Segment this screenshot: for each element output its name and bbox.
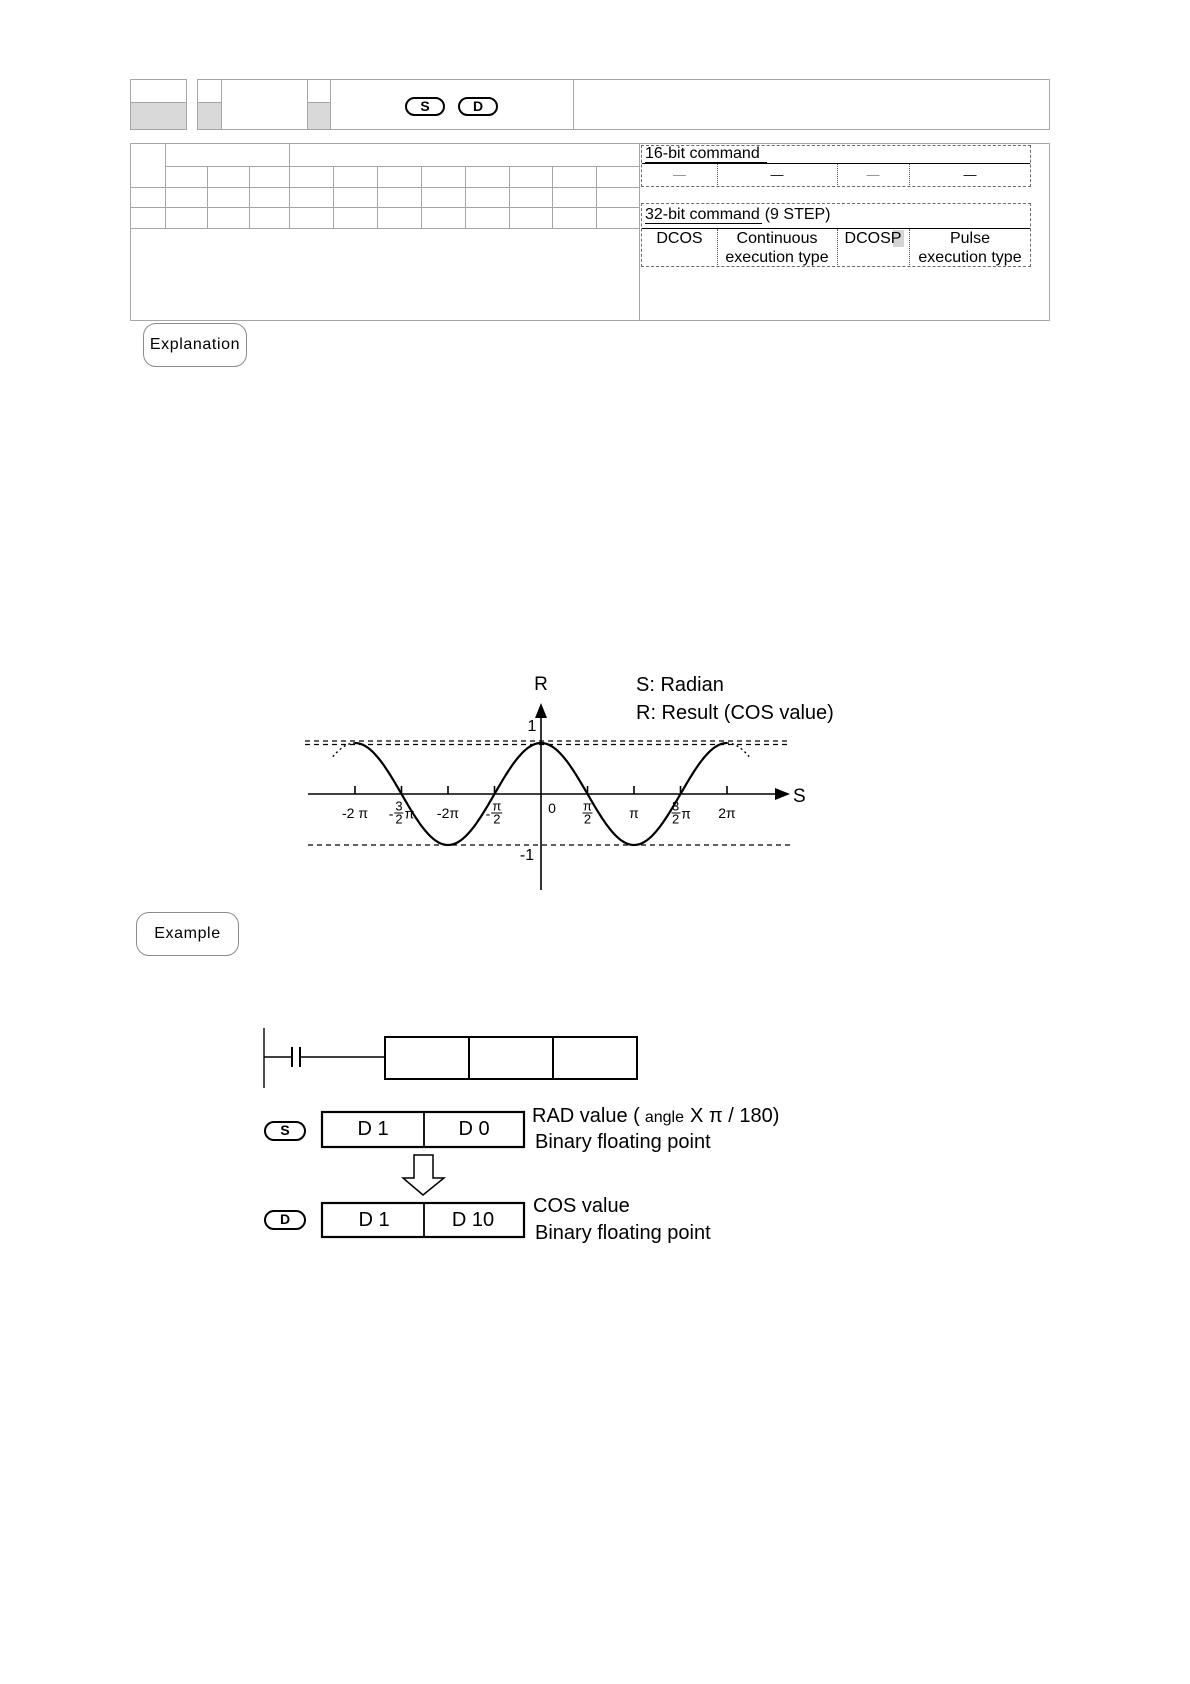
header-operands-cell xyxy=(330,79,574,130)
grid-line xyxy=(377,166,378,228)
table-divider xyxy=(639,143,640,320)
cmd32-cell-text: DCOS xyxy=(656,230,703,247)
grid-line xyxy=(289,143,290,228)
x-tick-label xyxy=(718,805,735,821)
source-description xyxy=(532,1104,779,1130)
x-tick-tail: π xyxy=(681,805,691,821)
x-tick-text: π xyxy=(629,805,639,821)
x-tick-label xyxy=(670,798,691,827)
x-tick-denominator: 2 xyxy=(583,811,592,827)
header-api-cell xyxy=(130,79,187,130)
x-tick-denominator: 2 xyxy=(395,811,403,827)
header-pulse-cell xyxy=(307,79,331,130)
cmd16-title xyxy=(645,145,767,163)
y-tick-label: 1 xyxy=(527,718,537,735)
cmd16-cell: — xyxy=(770,167,784,182)
legend-r: R: Result (COS value) xyxy=(636,702,834,724)
x-tick-fraction xyxy=(671,798,680,827)
destination-format: Binary floating point xyxy=(535,1222,711,1244)
legend-s: S: Radian xyxy=(636,674,724,696)
cmd32-cell-pulse-name xyxy=(837,229,909,248)
source-description-angle: angle xyxy=(644,1109,684,1126)
cmd32-cell-text: DCOSP xyxy=(844,230,902,247)
destination-register-low: D 10 xyxy=(451,1209,495,1231)
source-format: Binary floating point xyxy=(535,1131,711,1153)
x-tick-sign: - xyxy=(388,805,394,821)
cmd32-cell-pulse-type xyxy=(909,229,1031,267)
x-tick-label xyxy=(437,805,459,821)
grid-line xyxy=(165,166,639,167)
cmd16-cell: — xyxy=(866,167,880,182)
cmd32-cell-text: execution type xyxy=(918,249,1022,266)
source-register-high: D 1 xyxy=(357,1118,389,1140)
x-tick-denominator: 2 xyxy=(493,811,501,827)
cmd16-cell: — xyxy=(963,167,977,182)
x-tick-label xyxy=(485,798,504,827)
x-tick-fraction xyxy=(491,798,502,827)
x-tick-text: -2 π xyxy=(341,805,368,821)
operand-d-symbol: D xyxy=(458,97,498,116)
grid-line xyxy=(421,166,422,228)
x-tick-label xyxy=(342,805,368,821)
grid-line xyxy=(596,166,597,228)
x-tick-label xyxy=(388,798,415,827)
source-description-post: X π / 180) xyxy=(689,1105,780,1127)
cmd16-title-text: 16-bit command xyxy=(645,145,767,163)
x-tick-denominator: 2 xyxy=(672,811,680,827)
source-register-low: D 0 xyxy=(458,1118,490,1140)
ladder-operand-s-symbol: S xyxy=(264,1121,306,1141)
x-tick-text: -2π xyxy=(436,805,460,821)
x-tick-text: 2π xyxy=(718,805,736,821)
header-type-gray xyxy=(198,102,221,129)
example-tag: Example xyxy=(136,912,239,956)
cmd32-cell-text: Pulse xyxy=(949,230,991,247)
y-axis-arrow xyxy=(535,703,547,718)
x-tick-numerator: π xyxy=(492,798,502,814)
cmd32-cell-text: execution type xyxy=(725,249,829,266)
cmd16-box xyxy=(641,145,1031,187)
header-type-cell xyxy=(197,79,222,130)
cos-chart xyxy=(300,670,840,900)
header-api-gray xyxy=(131,102,186,129)
grid-line xyxy=(333,166,334,228)
x-axis-label: S xyxy=(793,786,806,807)
cmd32-box xyxy=(641,203,1031,267)
cmd32-cell-text: Continuous xyxy=(736,230,818,247)
destination-description: COS value xyxy=(533,1195,630,1217)
grid-line xyxy=(165,143,166,228)
cmd32-title xyxy=(645,206,831,224)
y-tick-label: -1 xyxy=(519,847,535,864)
grid-line xyxy=(509,166,510,228)
grid-line xyxy=(207,166,208,228)
x-tick-fraction xyxy=(394,798,403,827)
x-tick-label xyxy=(629,805,639,821)
x-tick-label xyxy=(548,800,556,816)
x-tick-numerator: π xyxy=(583,798,592,814)
x-tick-sign: - xyxy=(485,805,491,821)
header-mnemonic-cell xyxy=(221,79,308,130)
cmd32-steps: (9 STEP) xyxy=(764,206,831,223)
cmd32-cell-continuous-name xyxy=(642,229,717,248)
cmd16-cell: — xyxy=(673,167,686,182)
x-axis-arrow xyxy=(775,788,790,800)
x-tick-numerator: 3 xyxy=(395,798,403,814)
ladder-operand-d-symbol: D xyxy=(264,1210,306,1230)
instruction-box xyxy=(385,1037,637,1079)
x-tick-label xyxy=(581,798,594,827)
x-tick-numerator: 3 xyxy=(672,798,680,814)
grid-line xyxy=(552,166,553,228)
cmd32-cell-continuous-type xyxy=(717,229,837,267)
down-arrow-icon xyxy=(403,1155,444,1195)
source-description-pre: RAD value ( xyxy=(532,1105,640,1127)
explanation-tag: Explanation xyxy=(143,323,247,367)
operand-s-symbol: S xyxy=(405,97,445,116)
grid-line xyxy=(465,166,466,228)
destination-register-high: D 1 xyxy=(358,1209,390,1231)
y-axis-label: R xyxy=(534,674,548,695)
x-tick-fraction xyxy=(582,798,593,827)
header-pulse-gray xyxy=(308,102,330,129)
grid-line xyxy=(130,228,639,229)
header-function-cell xyxy=(573,79,1050,130)
cmd32-title-text: 32-bit command xyxy=(645,206,760,223)
x-tick-tail: π xyxy=(404,805,415,821)
x-tick-text: 0 xyxy=(548,800,556,816)
grid-line xyxy=(249,166,250,228)
